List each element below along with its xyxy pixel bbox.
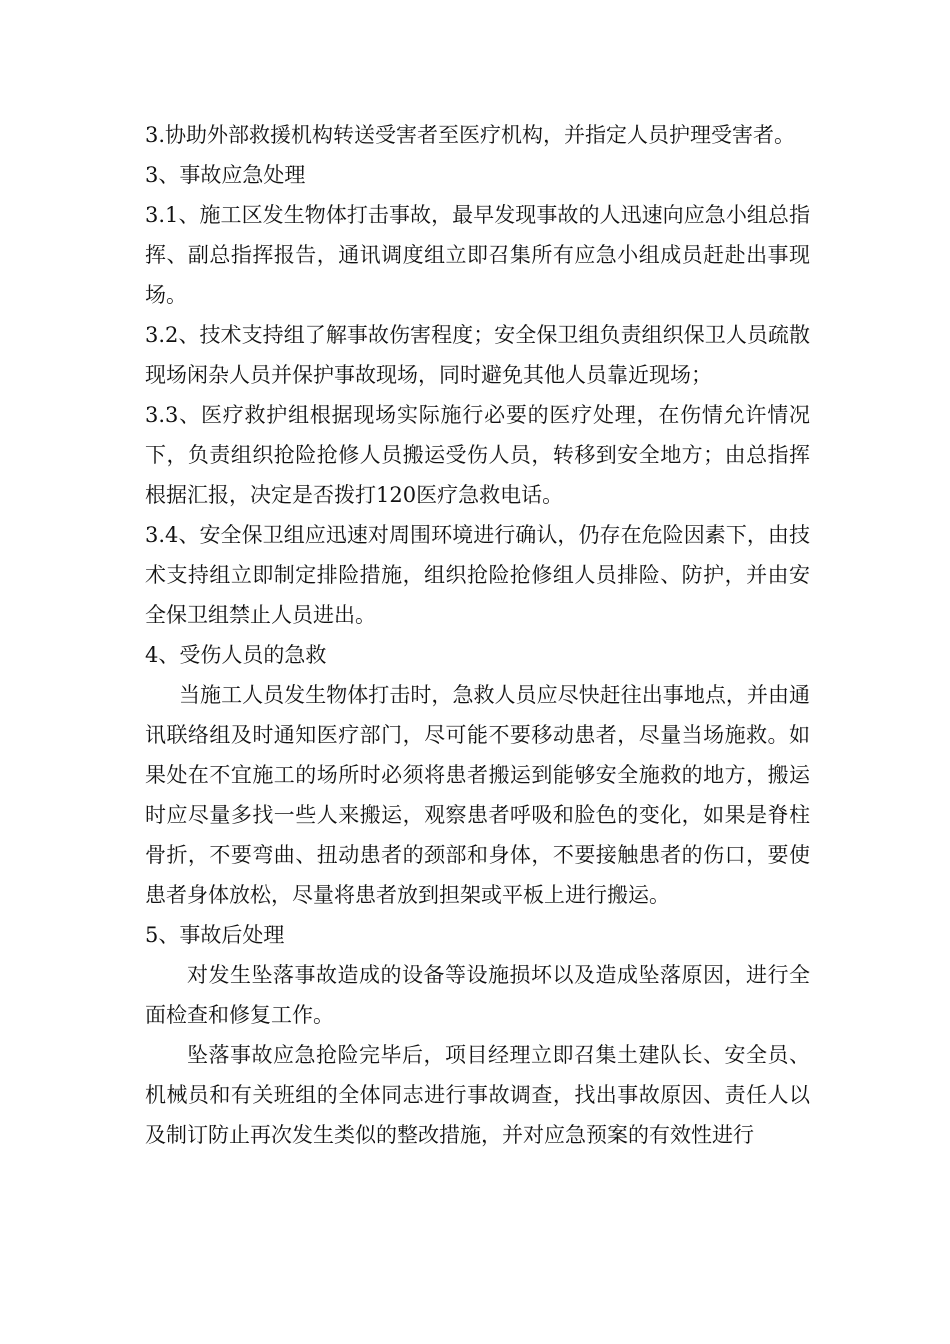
paragraph-investigation: 坠落事故应急抢险完毕后，项目经理立即召集土建队长、安全员、机械员和有关班组的全体同志进行事故调查，找出事故原因、责任人以及制订防止再次发生类似的整改措施，并对应急预案的有效性进行 xyxy=(145,1043,810,1147)
paragraph-inspection-repair: 对发生坠落事故造成的设备等设施损坏以及造成坠落原因，进行全面检查和修复工作。 xyxy=(145,963,810,1027)
section-heading-first-aid: 4、受伤人员的急救 xyxy=(145,643,327,667)
paragraph-first-aid: 当施工人员发生物体打击时，急救人员应尽快赶往出事地点，并由通讯联络组及时通知医疗部门，尽可能不要移动患者，尽量当场施救。如果处在不宜施工的场所时必须将患者搬运到能够安全施救的地方，搬运时应尽量多找一些人来搬运，观察患者呼吸和脸色的变化，如果是脊柱骨折，不要弯曲、扭动患者的颈部和身体，不要接触患者的伤口，要使患者身体放松，尽量将患者放到担架或平板上进行搬运。 xyxy=(145,683,810,907)
section-heading-post-accident: 5、事故后处理 xyxy=(145,923,285,947)
section-heading-emergency-handling: 3、事故应急处理 xyxy=(145,163,306,187)
paragraph-3-3: 3.3、医疗救护组根据现场实际施行必要的医疗处理，在伤情允许情况下，负责组织抢险抢修人员搬运受伤人员，转移到安全地方；由总指挥根据汇报，决定是否拨打120医疗急救电话。 xyxy=(145,403,810,507)
paragraph-3-2: 3.2、技术支持组了解事故伤害程度；安全保卫组负责组织保卫人员疏散现场闲杂人员并保护事故现场，同时避免其他人员靠近现场； xyxy=(145,323,810,387)
paragraph-3-4: 3.4、安全保卫组应迅速对周围环境进行确认，仍存在危险因素下，由技术支持组立即制定排险措施，组织抢险抢修组人员排险、防护，并由安全保卫组禁止人员进出。 xyxy=(145,523,810,627)
paragraph-3-1: 3.1、施工区发生物体打击事故，最早发现事故的人迅速向应急小组总指挥、副总指挥报告，通讯调度组立即召集所有应急小组成员赶赴出事现场。 xyxy=(145,203,810,307)
paragraph-transfer-victims: 3.协助外部救援机构转送受害者至医疗机构，并指定人员护理受害者。 xyxy=(145,123,796,147)
document-body xyxy=(145,115,810,1155)
